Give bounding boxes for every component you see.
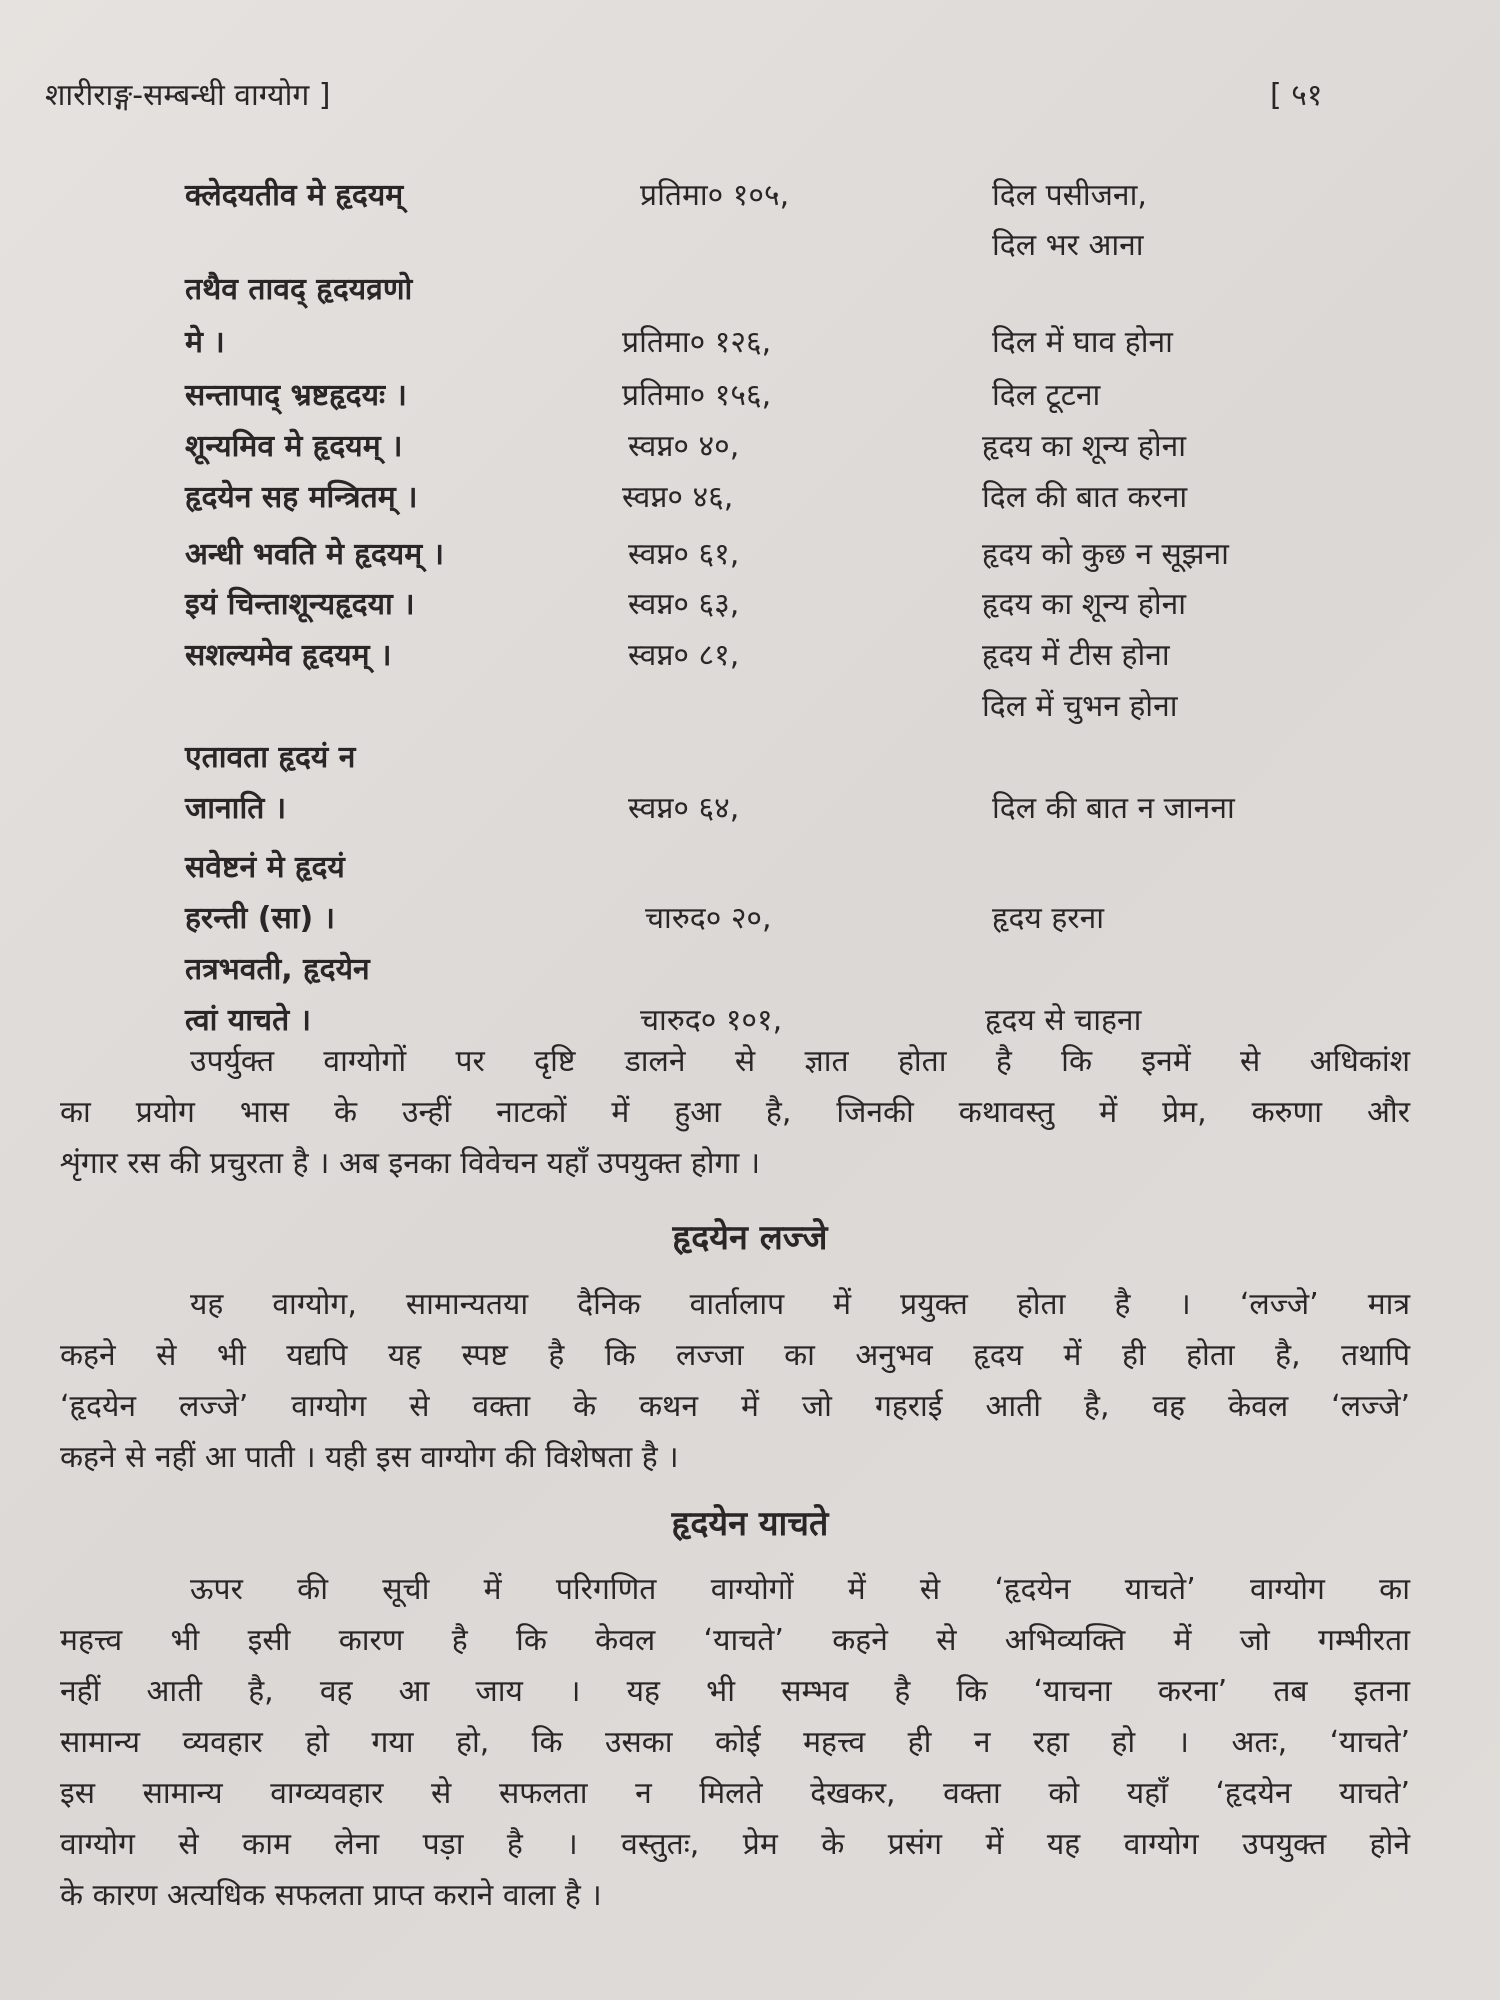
sanskrit-phrase: एतावता हृदयं न <box>185 740 356 775</box>
source-reference: प्रतिमा० १२६, <box>622 325 772 360</box>
source-reference: स्वप्न० ८१, <box>628 638 740 673</box>
sanskrit-phrase: हरन्ती (सा) । <box>185 901 336 936</box>
sanskrit-phrase: तत्रभवती, हृदयेन <box>185 952 370 987</box>
source-reference: स्वप्न० ६१, <box>628 537 740 572</box>
sanskrit-phrase: तथैव तावद् हृदयव्रणो <box>185 272 413 307</box>
sanskrit-phrase: इयं चिन्ताशून्यहृदया । <box>185 587 415 622</box>
sanskrit-phrase: सवेष्टनं मे हृदयं <box>185 850 345 885</box>
paragraph-line: नहीं आती है, वह आ जाय । यह भी सम्भव है कि ‘याचना करना’ तब इतना <box>60 1674 1410 1709</box>
hindi-meaning: हृदय में टीस होना <box>982 638 1170 673</box>
sanskrit-phrase: सशल्यमेव हृदयम् । <box>185 638 392 673</box>
paragraph-line: के कारण अत्यधिक सफलता प्राप्त कराने वाला है । <box>60 1878 602 1913</box>
hindi-meaning: दिल की बात न जानना <box>992 791 1235 826</box>
source-reference: स्वप्न० ४६, <box>622 480 734 515</box>
chapter-title: शारीराङ्ग-सम्बन्धी वाग्योग ] <box>45 78 331 113</box>
paragraph-line: कहने से भी यद्यपि यह स्पष्ट है कि लज्जा का अनुभव हृदय में ही होता है, तथापि <box>60 1338 1410 1373</box>
sanskrit-phrase: अन्धी भवति मे हृदयम् । <box>185 537 444 572</box>
sanskrit-phrase: त्वां याचते । <box>185 1003 311 1038</box>
source-reference: प्रतिमा० १५६, <box>622 378 772 413</box>
paragraph-line: शृंगार रस की प्रचुरता है । अब इनका विवेचन यहाँ उपयुक्त होगा । <box>60 1146 761 1181</box>
paragraph-line: यह वाग्योग, सामान्यतया दैनिक वार्तालाप में प्रयुक्त होता है । ‘लज्जे’ मात्र <box>190 1287 1410 1322</box>
source-reference: स्वप्न० ६३, <box>628 587 740 622</box>
sanskrit-phrase: क्लेदयतीव मे हृदयम् <box>185 178 404 213</box>
hindi-meaning: दिल की बात करना <box>982 480 1188 515</box>
hindi-meaning: हृदय से चाहना <box>985 1003 1142 1038</box>
hindi-meaning: दिल भर आना <box>992 228 1144 263</box>
hindi-meaning: हृदय को कुछ न सूझना <box>982 537 1229 572</box>
hindi-meaning: हृदय का शून्य होना <box>982 587 1187 622</box>
section-heading: हृदयेन लज्जे <box>672 1218 828 1258</box>
hindi-meaning: दिल पसीजना, <box>992 178 1147 213</box>
source-reference: चारुद० १०१, <box>640 1003 783 1038</box>
paragraph-line: इस सामान्य वाग्व्यवहार से सफलता न मिलते देखकर, वक्ता को यहाँ ‘हृदयेन याचते’ <box>60 1776 1410 1811</box>
sanskrit-phrase: जानाति । <box>185 791 287 826</box>
hindi-meaning: दिल टूटना <box>992 378 1101 413</box>
hindi-meaning: हृदय का शून्य होना <box>982 429 1187 464</box>
sanskrit-phrase: हृदयेन सह मन्त्रितम् । <box>185 480 418 515</box>
paragraph-line: का प्रयोग भास के उन्हीं नाटकों में हुआ है, जिनकी कथावस्तु में प्रेम, करुणा और <box>60 1095 1410 1130</box>
paragraph-line: ऊपर की सूची में परिगणित वाग्योगों में से ‘हृदयेन याचते’ वाग्योग का <box>190 1572 1410 1607</box>
section-heading: हृदयेन याचते <box>671 1504 829 1544</box>
hindi-meaning: दिल में घाव होना <box>992 325 1173 360</box>
source-reference: चारुद० २०, <box>645 901 772 936</box>
sanskrit-phrase: मे । <box>185 325 225 360</box>
paragraph-line: ‘हृदयेन लज्जे’ वाग्योग से वक्ता के कथन में जो गहराई आती है, वह केवल ‘लज्जे’ <box>60 1389 1410 1424</box>
paragraph-line: उपर्युक्त वाग्योगों पर दृष्टि डालने से ज्ञात होता है कि इनमें से अधिकांश <box>190 1044 1410 1079</box>
hindi-meaning: दिल में चुभन होना <box>982 689 1178 724</box>
sanskrit-phrase: सन्तापाद् भ्रष्टहृदयः । <box>185 378 407 413</box>
paragraph-line: कहने से नहीं आ पाती । यही इस वाग्योग की विशेषता है । <box>60 1440 679 1475</box>
sanskrit-phrase: शून्यमिव मे हृदयम् । <box>185 429 403 464</box>
source-reference: स्वप्न० ४०, <box>628 429 740 464</box>
paragraph-line: महत्त्व भी इसी कारण है कि केवल ‘याचते’ कहने से अभिव्यक्ति में जो गम्भीरता <box>60 1623 1410 1658</box>
page-number: [ ५१ <box>1270 78 1323 113</box>
hindi-meaning: हृदय हरना <box>992 901 1104 936</box>
source-reference: स्वप्न० ६४, <box>628 791 740 826</box>
paragraph-line: वाग्योग से काम लेना पड़ा है । वस्तुतः, प्रेम के प्रसंग में यह वाग्योग उपयुक्त होने <box>60 1827 1410 1862</box>
source-reference: प्रतिमा० १०५, <box>640 178 790 213</box>
paragraph-line: सामान्य व्यवहार हो गया हो, कि उसका कोई महत्त्व ही न रहा हो । अतः, ‘याचते’ <box>60 1725 1410 1760</box>
